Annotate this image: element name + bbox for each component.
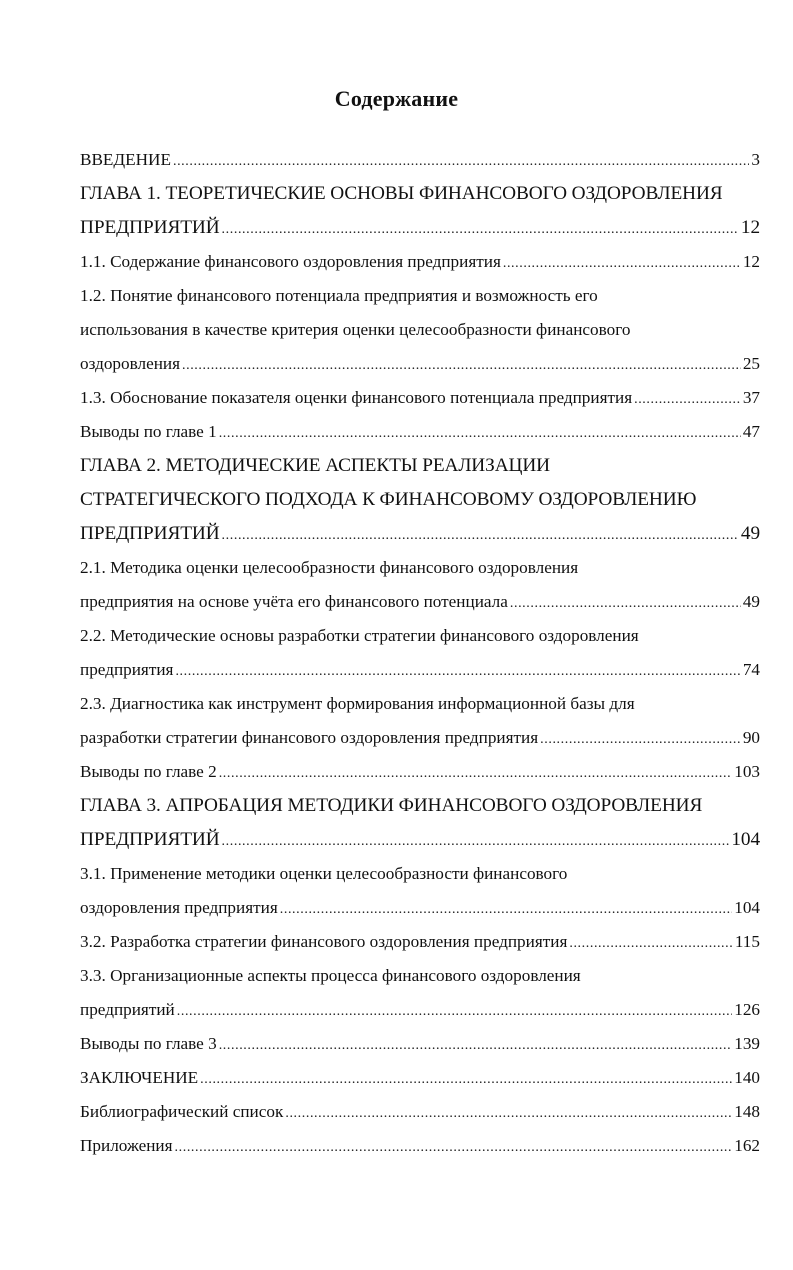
toc-page-number: 104 xyxy=(734,898,760,917)
toc-entry-introduction[interactable] xyxy=(80,143,760,177)
dot-leader xyxy=(200,1061,732,1097)
toc-entry-text: разработки стратегии финансового оздоровления предприятия xyxy=(80,728,539,747)
toc-section-3-3-end[interactable] xyxy=(80,993,760,1027)
toc-section-3-1[interactable] xyxy=(80,857,760,891)
toc-entry-text: Выводы по главе 1 xyxy=(80,422,217,441)
toc-entry-text: 2.2. Методические основы разработки стратегии финансового оздоровления xyxy=(80,626,639,645)
toc-entry-text: 1.3. Обоснование показателя оценки финансового потенциала предприятия xyxy=(80,388,633,407)
toc-entry-text: Выводы по главе 3 xyxy=(80,1034,217,1053)
toc-entry-text: 2.1. Методика оценки целесообразности финансового оздоровления xyxy=(80,558,579,577)
toc-entry-text: предприятий xyxy=(80,1000,175,1019)
toc-section-2-1-end[interactable] xyxy=(80,585,760,619)
toc-page-number: 103 xyxy=(734,762,760,781)
toc-bibliography[interactable] xyxy=(80,1095,760,1129)
toc-page-number: 139 xyxy=(734,1034,760,1053)
toc-entry-text: ГЛАВА 3. АПРОБАЦИЯ МЕТОДИКИ ФИНАНСОВОГО ОЗДОРОВЛЕНИЯ xyxy=(80,795,703,816)
toc-chapter-1-heading-end[interactable] xyxy=(80,211,760,245)
toc-page-number: 90 xyxy=(742,728,760,747)
dot-leader xyxy=(634,381,741,417)
toc-page-number: 25 xyxy=(742,354,760,373)
toc-conclusion[interactable] xyxy=(80,1061,760,1095)
toc-page-number: 126 xyxy=(734,1000,760,1019)
toc-entry-text: 3.1. Применение методики оценки целесообразности финансового xyxy=(80,864,568,883)
toc-entry-text: оздоровления предприятия xyxy=(80,898,278,917)
toc-section-2-2-end[interactable] xyxy=(80,653,760,687)
toc-section-1-3[interactable] xyxy=(80,381,760,415)
toc-page-number: 162 xyxy=(734,1136,760,1155)
toc-section-2-1[interactable] xyxy=(80,551,760,585)
dot-leader xyxy=(569,925,732,961)
table-of-contents xyxy=(80,143,760,1163)
toc-page-number: 148 xyxy=(734,1102,760,1121)
toc-chapter-2-heading[interactable] xyxy=(80,449,760,483)
toc-conclusions-chapter-1[interactable] xyxy=(80,415,760,449)
dot-leader xyxy=(285,1095,732,1131)
toc-entry-text: 3.2. Разработка стратегии финансового оздоровления предприятия xyxy=(80,932,568,951)
toc-section-1-2-end[interactable] xyxy=(80,347,760,381)
toc-entry-text: Библиографический список xyxy=(80,1102,284,1121)
toc-section-2-3[interactable] xyxy=(80,687,760,721)
toc-conclusions-chapter-2[interactable] xyxy=(80,755,760,789)
toc-entry-text: ВВЕДЕНИЕ xyxy=(80,150,171,169)
toc-chapter-3-heading[interactable] xyxy=(80,789,760,823)
toc-entry-text: 1.2. Понятие финансового потенциала предприятия и возможность его xyxy=(80,286,598,305)
toc-page-number: 47 xyxy=(742,422,760,441)
toc-entry-text: ПРЕДПРИЯТИЙ xyxy=(80,217,220,238)
dot-leader xyxy=(280,891,732,927)
dot-leader xyxy=(219,1027,733,1063)
toc-chapter-1-heading[interactable] xyxy=(80,177,760,211)
toc-entry-text: Приложения xyxy=(80,1136,173,1155)
toc-section-2-3-end[interactable] xyxy=(80,721,760,755)
dot-leader xyxy=(182,347,741,383)
dot-leader xyxy=(175,653,740,689)
toc-entry-text: использования в качестве критерия оценки целесообразности финансового xyxy=(80,320,631,339)
toc-section-1-2-cont[interactable] xyxy=(80,313,760,347)
dot-leader xyxy=(222,517,739,553)
page-title: Содержание xyxy=(334,86,459,111)
toc-section-1-1[interactable] xyxy=(80,245,760,279)
dot-leader xyxy=(222,823,730,859)
toc-page-number: 37 xyxy=(742,388,760,407)
dot-leader xyxy=(222,211,739,247)
toc-chapter-2-heading-cont[interactable] xyxy=(80,483,760,517)
dot-leader xyxy=(503,245,741,281)
toc-page-number: 3 xyxy=(751,150,760,169)
toc-section-3-3[interactable] xyxy=(80,959,760,993)
toc-entry-text: предприятия xyxy=(80,660,174,679)
toc-entry-text: ГЛАВА 1. ТЕОРЕТИЧЕСКИЕ ОСНОВЫ ФИНАНСОВОГО ОЗДОРОВЛЕНИЯ xyxy=(80,183,723,204)
toc-entry-text: ГЛАВА 2. МЕТОДИЧЕСКИЕ АСПЕКТЫ РЕАЛИЗАЦИИ xyxy=(80,455,550,476)
toc-page-number: 12 xyxy=(742,252,760,271)
toc-page-number: 74 xyxy=(742,660,760,679)
dot-leader xyxy=(175,1129,733,1165)
toc-entry-text: СТРАТЕГИЧЕСКОГО ПОДХОДА К ФИНАНСОВОМУ ОЗДОРОВЛЕНИЮ xyxy=(80,489,697,510)
toc-chapter-2-heading-end[interactable] xyxy=(80,517,760,551)
toc-entry-text: ЗАКЛЮЧЕНИЕ xyxy=(80,1068,199,1087)
dot-leader xyxy=(219,755,733,791)
toc-chapter-3-heading-end[interactable] xyxy=(80,823,760,857)
toc-appendices[interactable] xyxy=(80,1129,760,1163)
toc-entry-text: 1.1. Содержание финансового оздоровления предприятия xyxy=(80,252,501,271)
toc-section-3-2[interactable] xyxy=(80,925,760,959)
toc-page-number: 115 xyxy=(734,932,760,951)
toc-entry-text: 3.3. Организационные аспекты процесса финансового оздоровления xyxy=(80,966,581,985)
toc-section-2-2[interactable] xyxy=(80,619,760,653)
toc-entry-text: 2.3. Диагностика как инструмент формирования информационной базы для xyxy=(80,694,635,713)
dot-leader xyxy=(173,143,749,179)
toc-entry-text: ПРЕДПРИЯТИЙ xyxy=(80,829,220,850)
dot-leader xyxy=(510,585,741,621)
dot-leader xyxy=(219,415,741,451)
toc-entry-text: ПРЕДПРИЯТИЙ xyxy=(80,523,220,544)
toc-page-number: 49 xyxy=(742,592,760,611)
toc-page-number: 140 xyxy=(734,1068,760,1087)
toc-entry-text: оздоровления xyxy=(80,354,180,373)
toc-page-number: 104 xyxy=(731,829,760,850)
dot-leader xyxy=(540,721,741,757)
toc-section-1-2[interactable] xyxy=(80,279,760,313)
dot-leader xyxy=(177,993,732,1029)
toc-entry-text: предприятия на основе учёта его финансового потенциала xyxy=(80,592,508,611)
toc-entry-text: Выводы по главе 2 xyxy=(80,762,217,781)
toc-page-number: 12 xyxy=(740,217,760,238)
toc-section-3-1-end[interactable] xyxy=(80,891,760,925)
toc-conclusions-chapter-3[interactable] xyxy=(80,1027,760,1061)
toc-page-number: 49 xyxy=(740,523,760,544)
